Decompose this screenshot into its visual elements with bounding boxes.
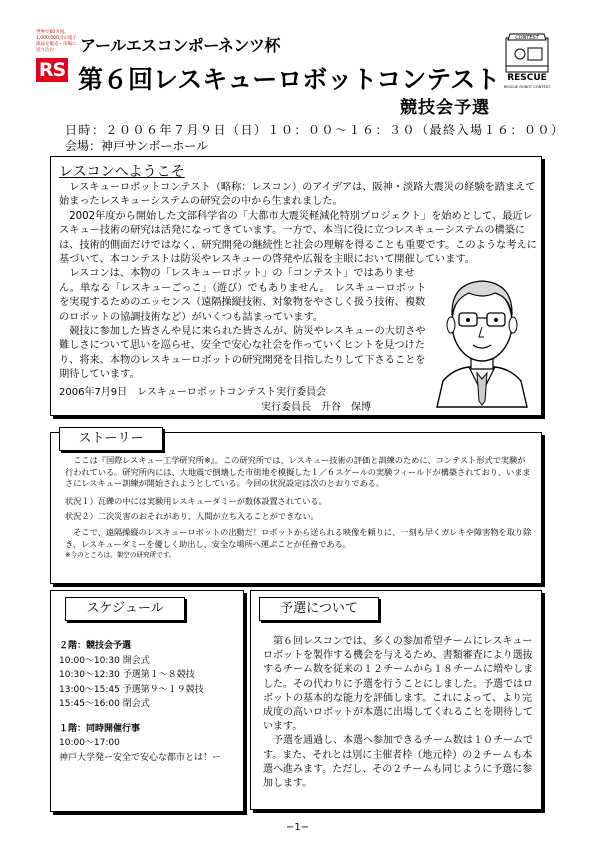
signature-name-line: 実行委員長 升谷 保博 xyxy=(261,402,371,413)
schedule-heading: スケジュール xyxy=(65,597,185,621)
schedule-item: 10:00〜10:30 開会式 xyxy=(59,655,150,666)
schedule-section xyxy=(50,590,244,812)
schedule-item: 神戸大学発ー安全で安心な都市とは！ー xyxy=(59,752,222,763)
welcome-paragraph: レスキューロボットコンテスト（略称：レスコン）のアイデアは、阪神・淡路大震災の経験を踏まえて始まったレスキューシステムの研究会の中から生まれました。 xyxy=(59,182,536,208)
schedule-item: 15:45〜16:00 閉会式 xyxy=(59,699,150,709)
story-body xyxy=(65,455,533,566)
story-note: ※今のところは、架空の研究所です。 xyxy=(65,551,176,560)
qualifier-section xyxy=(250,590,542,810)
story-closing: そこで、遠隔操縦のレスキューロボットの出動だ！ロボットから送られる映像を頼りに、一刻も早くガレキや障害物を取り除き、レスキューダミーを優しく助出し、安全な場所へ運ぶことが任務である。 xyxy=(65,526,532,549)
schedule-item: 13:00〜15:45 予選第９〜１９競技 xyxy=(59,684,204,695)
rescue-contest-logo xyxy=(496,30,558,92)
welcome-title: レスコンへようこそ xyxy=(59,164,185,180)
schedule-item: 10:00〜17:00 xyxy=(59,738,120,748)
story-situation: 状況２）二次災害のおそれがあり、人間が立ち入ることができない。 xyxy=(65,511,319,522)
welcome-section xyxy=(50,156,542,416)
page-title: 第６回レスキューロボットコンテスト xyxy=(78,65,501,94)
rs-logo: RS xyxy=(36,58,68,82)
welcome-paragraph: 2002年度から開始した文部科学省の「大都市大震災軽減化特別プロジェクト」を始めとして、最近レスキュー技術の研究は活発になってきています。一方で、本当に役に立つレスキューシステムの構築には、技術的側面だけではなく、研究開発の継続性と社会の理解を得ることも重要です。このような考えに基づいて、本コンテストは防災やレスキューの啓発や広報を主眼において開催しています。 xyxy=(59,210,537,266)
welcome-paragraph: 競技に参加した皆さんや見に来られた皆さんが、防災やレスキューの大切さや難しさについて思いを巡らせ、安全で安心な社会を作っていくヒントを見つけたり、将来、本物のレスキューロボットの研究開発を目指したりして下さることを期待しています。 xyxy=(59,326,426,381)
schedule-body xyxy=(59,639,241,765)
qualifier-heading: 予選について xyxy=(259,597,379,621)
story-heading: ストーリー xyxy=(59,427,163,451)
story-section xyxy=(50,432,542,584)
qualifier-body xyxy=(263,635,535,791)
schedule-floor2-heading: ２階：競技会予選 xyxy=(59,641,132,651)
page-subtitle: 競技会予選 xyxy=(400,98,490,118)
story-intro: ここは『国際レスキュー工学研究所※』。この研究所では、レスキュー技術の評価と訓練のために、コンテスト形式で実験が行われている。研究所内には、大地震で倒壊した市街地を模擬した１／６スケールの実験フィールドが構築されており、いままさにレスキュー訓練が開始されようとしている。今回の状況設定は次のとおりである。 xyxy=(65,455,531,489)
page-number: −1− xyxy=(285,822,310,833)
sponsor-name: アールエスコンポーネンツ杯 xyxy=(80,36,280,55)
schedule-item: 10:30〜12:30 予選第１〜８競技 xyxy=(59,670,195,680)
welcome-paragraph: レスコンは、本物の「レスキューロボット」の「コンテスト」ではありません。単なる「レスキューごっこ」（遊び）でもありません。 レスキューロボットを実現するためのエッセンス（遠隔操縦技術、対象物をやさしく扱う技術、複数のロボットの協調技術など）がいくつも詰まっています。 xyxy=(59,268,427,323)
schedule-floor1-heading: １階：同時開催行事 xyxy=(59,723,141,734)
chairman-portrait-illustration xyxy=(433,269,531,409)
event-venue: 会場：神戸サンボーホール xyxy=(65,139,209,153)
rs-tagline: 世界で60カ国、1,000,000点の電子部品を販売・市場に送り込む xyxy=(36,30,77,53)
signature-date-line: 2006年7月9日 レスキューロボットコンテスト実行委員会 xyxy=(59,387,327,398)
qualifier-paragraph: 予選を通過し、本選へ参加できるチーム数は１０チームです。また、それとは別に主催者枠（地元枠）の２チームも本選へ進みます。ただし、その２チームも同じように予選に参加します。 xyxy=(263,735,533,790)
story-situation: 状況１）瓦礫の中には実験用レスキューダミーが数体設置されている。 xyxy=(65,495,327,506)
qualifier-paragraph: 第６回レスコンでは、多くの参加希望チームにレスキューロボットを製作する機会を与えるため、書類審査により選抜するチーム数を従来の１２チームから１８チームに増やしました。その代わりに予選を行うことにしました。予選ではロボットの基本的な能力を評価します。これによって、より完成度の高いロボットが本選に出場してくれることを期待しています。 xyxy=(263,636,533,733)
event-date: 日時：２００６年７月９日（日）１０：００〜１６：３０（最終入場１６：００） xyxy=(65,123,565,137)
contest-logo-top-text: CONTEST xyxy=(515,35,539,41)
contest-logo-bottom-text: RESCUE ROBOT CONTEST xyxy=(503,85,551,89)
contest-logo-main-text: RESCUE xyxy=(507,73,547,83)
